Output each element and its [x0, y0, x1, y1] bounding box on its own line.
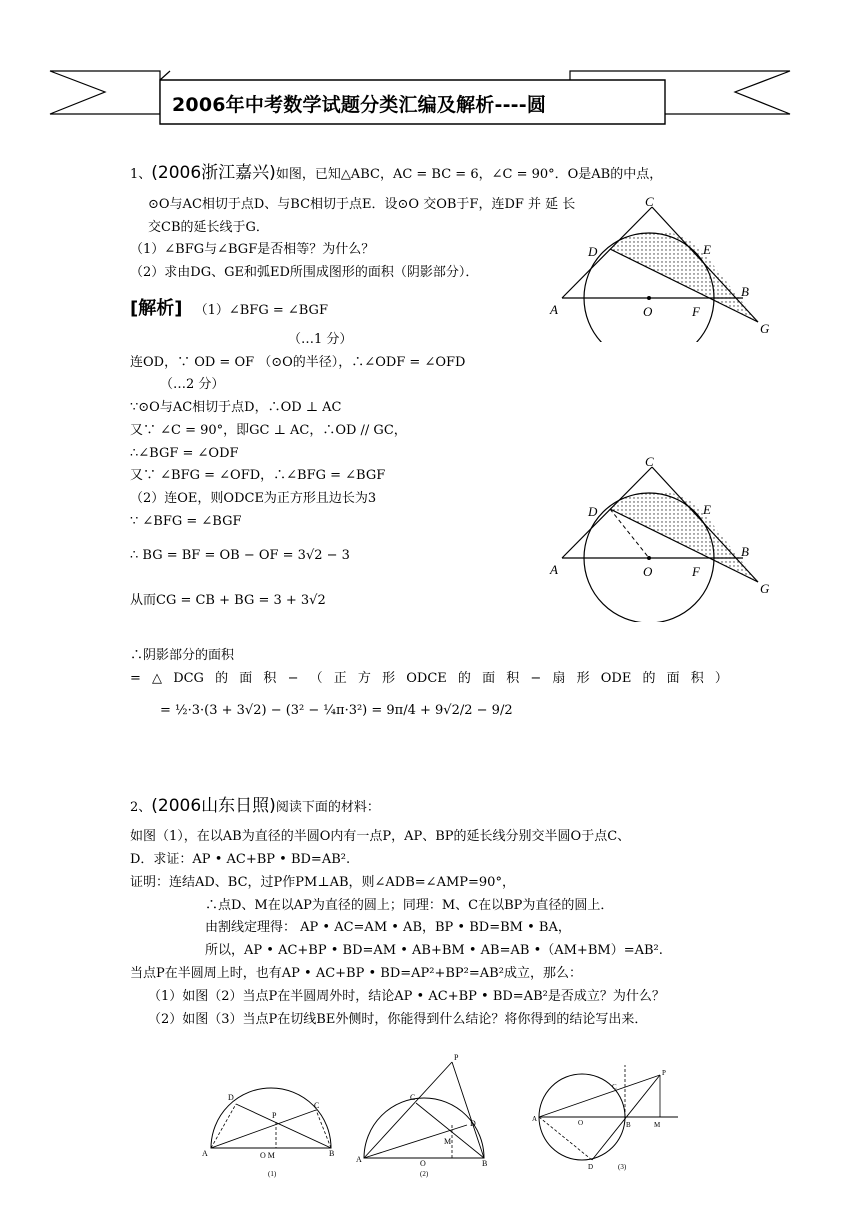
svg-text:P: P	[454, 1053, 459, 1062]
solution-line: ∴∠BGF = ∠ODF	[130, 446, 239, 461]
spaced-char: △	[152, 671, 163, 686]
proof-line: 由割线定理得： AP • AC=AM • AB，BP • BD=BM • BA，	[205, 920, 571, 935]
svg-text:O: O	[578, 1119, 584, 1127]
svg-text:A: A	[532, 1115, 538, 1123]
figure-p2-3	[530, 1055, 690, 1173]
figure-caption: (3)	[618, 1163, 627, 1171]
question-2: （2）如图（3）当点P在切线BE外侧时，你能得到什么结论？将你得到的结论写出来．	[148, 1012, 648, 1027]
solution-label: [解析]	[130, 298, 183, 319]
svg-text:O M: O M	[260, 1151, 275, 1160]
figure-1-geometry	[540, 192, 780, 342]
solution-line: 又∵ ∠C = 90°，即GC ⊥ AC，∴OD // GC，	[130, 423, 407, 438]
svg-text:P: P	[272, 1111, 277, 1120]
label-g: G	[760, 581, 770, 596]
problem-text: 阅读下面的材料：	[275, 800, 380, 815]
label-e: E	[703, 242, 711, 257]
problem-text-line: 交CB的延长线于G．	[148, 220, 269, 235]
label-d: D	[588, 244, 598, 259]
svg-text:D: D	[470, 1119, 476, 1128]
label-a: A	[550, 302, 558, 317]
spaced-char: −	[530, 671, 542, 686]
label-e: E	[703, 502, 711, 517]
label-d: D	[588, 504, 598, 519]
spaced-char: 的	[642, 671, 656, 686]
spaced-char: 积	[263, 671, 277, 686]
spaced-char: （	[309, 671, 323, 686]
svg-text:O: O	[420, 1159, 426, 1168]
question-2: （2）求由DG、GE和弧ED所围成图形的面积（阴影部分）．	[130, 265, 479, 280]
solution-line: 连OD，∵ OD = OF （⊙O的半径），∴∠ODF = ∠OFD	[130, 355, 466, 370]
figure-p2-1	[196, 1048, 346, 1183]
label-a: A	[550, 562, 558, 577]
spaced-char: 的	[215, 671, 229, 686]
svg-text:M: M	[444, 1137, 452, 1146]
spaced-char: 正	[333, 671, 347, 686]
spaced-char: 积	[690, 671, 704, 686]
figure-p2-2	[352, 1048, 497, 1183]
label-f: F	[692, 564, 700, 579]
problem-number: 1、	[130, 167, 152, 182]
question-1: （1）∠BFG与∠BGF是否相等？为什么？	[130, 242, 375, 257]
spaced-char: DCG	[173, 671, 204, 686]
problem-source: (2006山东日照)	[151, 796, 276, 816]
spaced-char: 积	[506, 671, 520, 686]
spaced-char: 形	[382, 671, 396, 686]
question-1: （1）如图（2）当点P在半圆周外时，结论AP • AC+BP • BD=AB²是否成立？为什么？	[148, 989, 665, 1004]
label-f: F	[692, 304, 700, 319]
score-note: （…1 分）	[288, 332, 353, 347]
spaced-char: ）	[714, 671, 728, 686]
spaced-char: =	[130, 671, 141, 686]
svg-text:B: B	[626, 1121, 631, 1129]
spaced-char: ODE	[600, 671, 632, 686]
svg-text:D: D	[588, 1163, 594, 1171]
problem-text-line: D．求证：AP • AC+BP • BD=AB².	[130, 852, 351, 867]
label-o: O	[643, 564, 653, 579]
label-b: B	[741, 284, 749, 299]
solution-line-spaced	[130, 671, 728, 687]
solution-line: ∵⊙O与AC相切于点D，∴OD ⊥ AC	[130, 400, 342, 415]
svg-text:A: A	[202, 1149, 208, 1158]
solution-line: 又∵ ∠BFG = ∠OFD，∴∠BFG = ∠BGF	[130, 468, 386, 483]
solution-line: （2）连OE，则ODCE为正方形且边长为3	[130, 491, 377, 506]
figure-caption: (2)	[420, 1170, 429, 1178]
problem-text-line: ⊙O与AC相切于点D、与BC相切于点E．设⊙O 交OB于F，连DF 并 延 长	[148, 197, 576, 212]
svg-text:A: A	[356, 1155, 362, 1164]
proof-line: ∴点D、M在以AP为直径的圆上；同理：M、C在以BP为直径的圆上．	[205, 898, 614, 913]
proof-line: 证明：连结AD、BC，过P作PM⊥AB，则∠ADB=∠AMP=90°，	[130, 875, 515, 890]
title-banner	[0, 0, 860, 140]
solution-line: 从而CG = CB + BG = 3 + 3√2	[130, 593, 326, 608]
label-c: C	[645, 194, 654, 209]
spaced-char: 面	[482, 671, 496, 686]
label-c: C	[645, 454, 654, 469]
spaced-char: 形	[576, 671, 590, 686]
svg-text:M: M	[654, 1121, 661, 1129]
spaced-char: −	[287, 671, 299, 686]
page-title: 2006年中考数学试题分类汇编及解析----圆	[172, 94, 547, 116]
proof-line: 所以，AP • AC+BP • BD=AM • AB+BM • AB=AB •（AM+BM）=AB².	[205, 943, 663, 958]
svg-text:B: B	[329, 1149, 335, 1158]
problem-2-heading	[130, 796, 380, 817]
spaced-char: 面	[239, 671, 253, 686]
solution-1-heading	[130, 298, 328, 321]
problem-1-statement	[130, 163, 662, 184]
label-b: B	[741, 544, 749, 559]
svg-text:P: P	[662, 1069, 666, 1077]
problem-text-line: 当点P在半圆周上时，也有AP • AC+BP • BD=AP²+BP²=AB²成立，那么：	[130, 966, 582, 981]
label-o: O	[643, 304, 653, 319]
spaced-char: 方	[357, 671, 371, 686]
figure-2-geometry	[540, 452, 780, 622]
solution-line: ∴ BG = BF = OB − OF = 3√2 − 3	[130, 548, 350, 563]
problem-number: 2、	[130, 800, 152, 815]
label-g: G	[760, 321, 770, 336]
svg-text:B: B	[482, 1159, 488, 1168]
problem-text-line: 如图（1），在以AB为直径的半圆O内有一点P，AP、BP的延长线分别交半圆O于点C、	[130, 829, 631, 844]
figure-caption: (1)	[268, 1170, 277, 1178]
score-note: （…2 分）	[160, 377, 225, 392]
spaced-char: 的	[457, 671, 471, 686]
svg-text:D: D	[228, 1093, 234, 1102]
solution-formula: = ½·3·(3 + 3√2) − (3² − ¼π·3²) = 9π/4 + 9√2/2 − 9/2	[160, 703, 513, 718]
solution-line: （1）∠BFG = ∠BGF	[194, 303, 328, 318]
problem-source: (2006浙江嘉兴)	[151, 163, 276, 183]
spaced-char: 面	[666, 671, 680, 686]
spaced-char: ODCE	[406, 671, 447, 686]
solution-line: ∴阴影部分的面积	[130, 648, 235, 663]
problem-text: 如图，已知△ABC，AC = BC = 6，∠C = 90°．O是AB的中点，	[275, 167, 663, 182]
svg-text:C: C	[612, 1083, 617, 1091]
svg-text:C: C	[314, 1101, 320, 1110]
svg-text:C: C	[410, 1093, 416, 1102]
spaced-char: 扇	[552, 671, 566, 686]
solution-line: ∵ ∠BFG = ∠BGF	[130, 514, 242, 529]
